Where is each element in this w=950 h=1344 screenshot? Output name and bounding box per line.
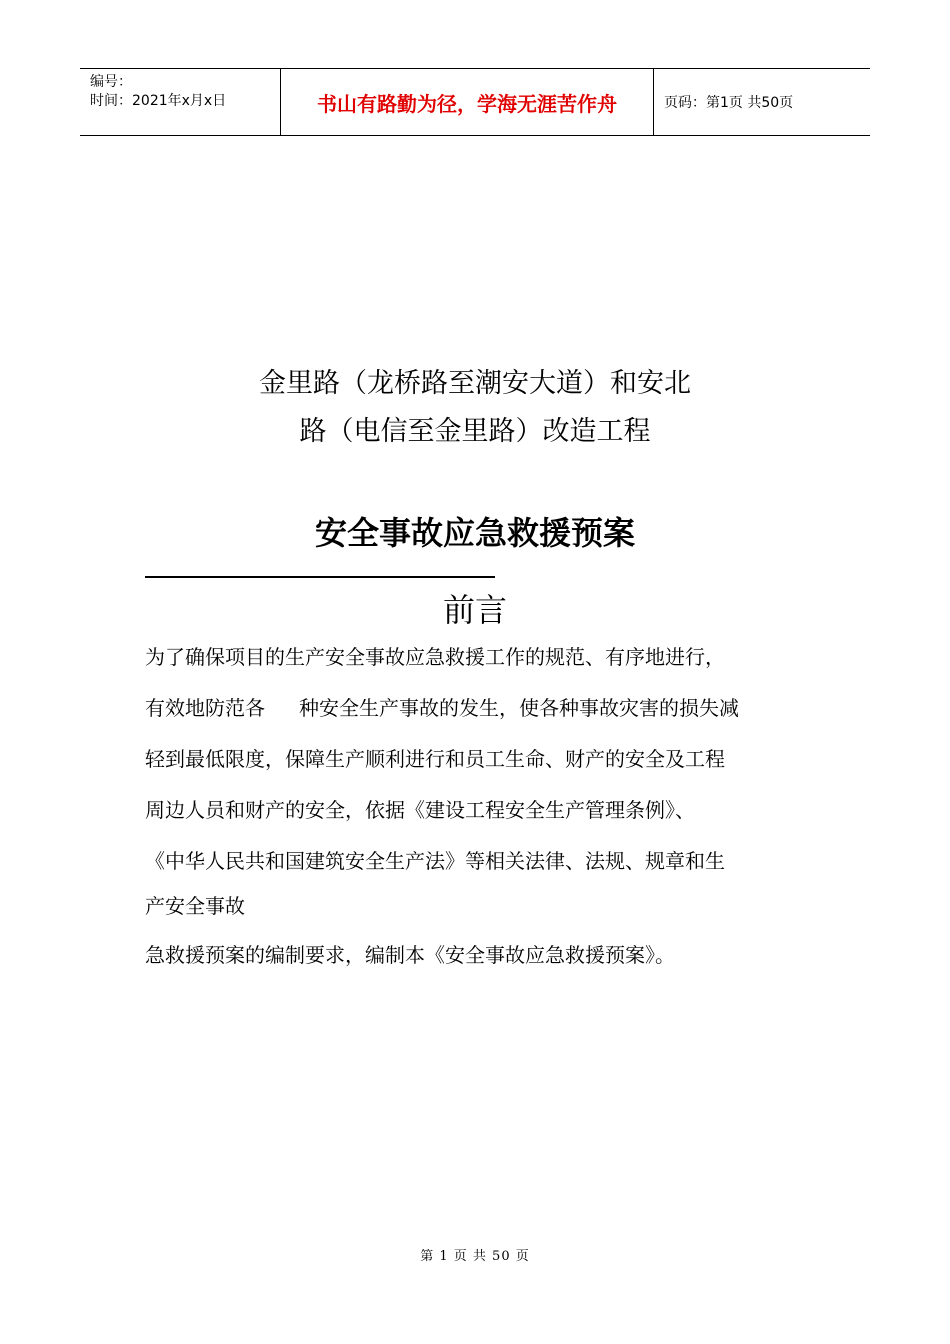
body-line: 为了确保项目的生产安全事故应急救援工作的规范、有序地进行， (145, 645, 725, 669)
preface-heading: 前言 (442, 591, 507, 629)
header-meta-cell (80, 69, 281, 135)
header-motto: 书山有路勤为径，学海无涯苦作舟 (281, 69, 654, 135)
body-line-part: 有效地防范各 (145, 696, 265, 720)
main-title: 安全事故应急救援预案 (314, 514, 635, 552)
header-page-label: 页码：第1页 共50页 (664, 95, 794, 111)
body-line (145, 683, 825, 734)
body-line: 急救援预案的编制要求，编制本《安全事故应急救援预案》。 (145, 943, 675, 967)
preface-body (145, 632, 825, 981)
body-line: 轻到最低限度，保障生产顺利进行和员工生命、财产的安全及工程 (145, 747, 725, 771)
body-line: 产安全事故 (145, 894, 245, 918)
body-line: 周边人员和财产的安全，依据《建设工程安全生产管理条例》、 (145, 798, 695, 822)
project-title-line-2: 路（电信至金里路）改造工程 (299, 416, 651, 447)
page-footer: 第 1 页 共 50 页 (420, 1249, 530, 1264)
document-time-label: 时间：2021年x月x日 (90, 93, 227, 109)
title-underline-divider (145, 576, 495, 578)
project-title (0, 360, 950, 456)
document-number-label: 编号： (90, 74, 132, 90)
project-title-line-1: 金里路（龙桥路至潮安大道）和安北 (259, 368, 691, 399)
document-header-table (80, 68, 870, 136)
body-line: 《中华人民共和国建筑安全生产法》等相关法律、法规、规章和生 (145, 849, 725, 873)
body-line-part: 种安全生产事故的发生，使各种事故灾害的损失减 (299, 696, 739, 720)
